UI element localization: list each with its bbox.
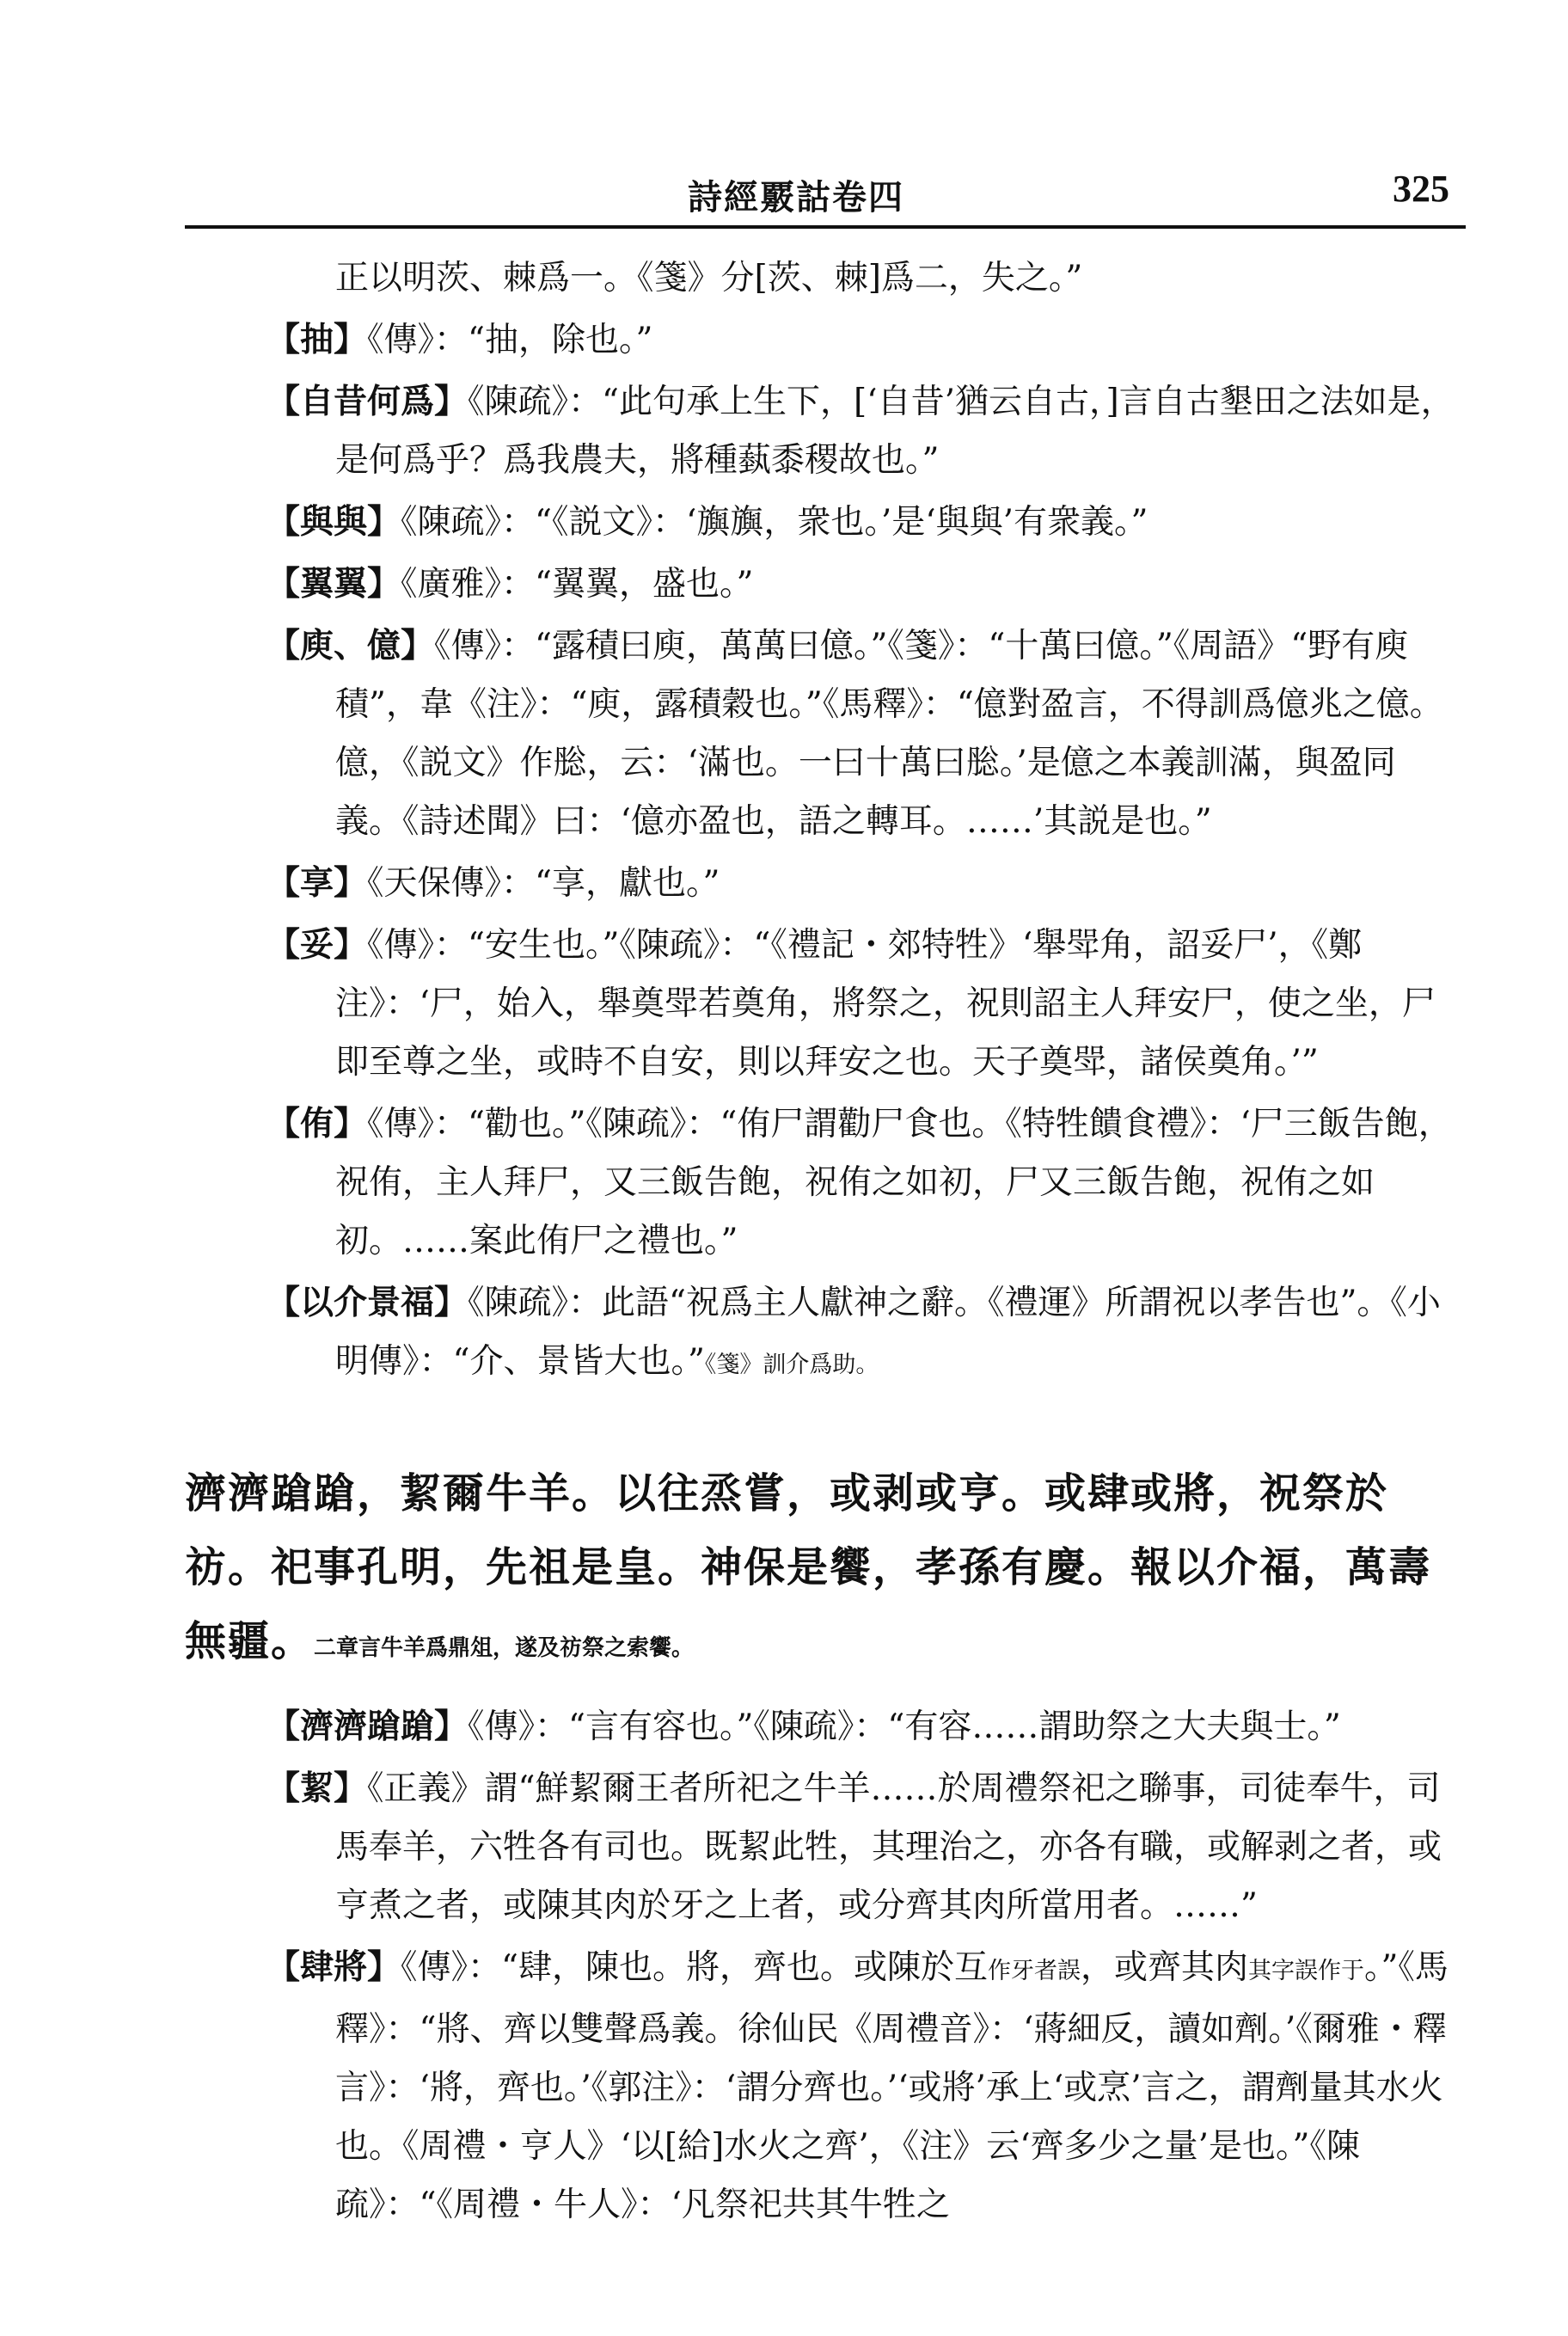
gloss-text: 《傳》：“言有容也。”《陳疏》：“有容……謂助祭之大夫與士。” bbox=[468, 1708, 1341, 1746]
header-rule bbox=[185, 225, 1466, 229]
gloss-entry bbox=[0, 616, 1568, 851]
gloss-term: 【侑】 bbox=[266, 1104, 368, 1143]
running-header bbox=[0, 155, 1568, 224]
gloss-term: 【庾、億】 bbox=[266, 626, 435, 665]
gloss-term: 【自昔何爲】 bbox=[266, 382, 469, 421]
gloss-note: 其字誤作于 bbox=[1247, 1958, 1364, 1984]
gloss-entry bbox=[0, 854, 1568, 913]
gloss-text: 《陳疏》：“《説文》：‘旟旟，衆也。’是‘與與’有衆義。” bbox=[401, 503, 1148, 542]
gloss-entry bbox=[0, 372, 1568, 490]
gloss-text: 。”《馬釋》：“將、齊以雙聲爲義。徐仙民《周禮音》：‘蔣細反，讀如劑。’《爾雅・釋言》：‘將，齊也。’《郭注》：‘謂分齊也。’‘或將’承上‘或烹’言之，謂劑量其水火也。《周禮・亨人》‘以[給]水火之齊’，《注》云‘齊多少之量’是也。”《陳疏》：“《周禮・牛人》：‘凡祭祀共其牛牲之 bbox=[335, 1948, 1449, 2224]
gloss-term: 【抽】 bbox=[266, 320, 368, 359]
gloss-term: 【肆將】 bbox=[266, 1947, 401, 1987]
page-body bbox=[0, 249, 1568, 2235]
gloss-text: 《傳》：“肆，陳也。將，齊也。或陳於互 bbox=[401, 1948, 988, 1987]
page-number: 325 bbox=[1393, 168, 1449, 210]
gloss-term: 【絜】 bbox=[266, 1769, 368, 1808]
gloss-text: 《傳》：“勸也。”《陳疏》：“侑尸謂勸尸食也。《特牲饋食禮》：‘尸三飯告飽，祝侑，主人拜尸，又三飯告飽，祝侑之如初，尸又三飯告飽，祝侑之如初。……案此侑尸之禮也。” bbox=[335, 1105, 1452, 1260]
gloss-text: 《傳》：“抽，除也。” bbox=[367, 321, 653, 359]
running-title: 詩經覈詁卷四 bbox=[688, 177, 904, 218]
verse-stanza bbox=[0, 1456, 1568, 1685]
gloss-text: 《正義》謂“鮮絜爾王者所祀之牛羊……於周禮祭祀之聯事，司徒奉牛，司馬奉羊，六牲各有司也。既絜此牲，其理治之，亦各有職，或解剥之者，或亨煮之者，或陳其肉於牙之上者，或分齊其肉所當用者。……” bbox=[335, 1769, 1442, 1925]
gloss-entry bbox=[0, 916, 1568, 1092]
gloss-term: 【翼翼】 bbox=[266, 564, 401, 604]
gloss-text: 《陳疏》：“此句承上生下，[‘自昔’猶云自古，]言自古墾田之法如是，是何爲乎？爲我農夫，將種蓺黍稷故也。” bbox=[335, 383, 1455, 480]
gloss-entry bbox=[0, 1094, 1568, 1271]
gloss-term: 【與與】 bbox=[266, 502, 401, 542]
gloss-entry bbox=[0, 1759, 1568, 1935]
gloss-entry bbox=[0, 1938, 1568, 2235]
gloss-entry bbox=[0, 310, 1568, 370]
verse-text: 濟濟蹌蹌，絜爾牛羊。以往烝嘗，或剥或亨。或肆或將，祝祭於祊。祀事孔明，先祖是皇。神保是饗，孝孫有慶。報以介福，萬壽無疆。 bbox=[185, 1469, 1432, 1665]
gloss-entry bbox=[0, 1697, 1568, 1757]
continuation-line: 正以明茨、棘爲一。《箋》分[茨、棘]爲二，失之。” bbox=[335, 259, 1083, 297]
gloss-text: 《廣雅》：“翼翼，盛也。” bbox=[401, 565, 754, 604]
verse-note: 二章言牛羊爲鼎俎，遂及祊祭之索饗。 bbox=[314, 1635, 695, 1661]
gloss-term: 【濟濟蹌蹌】 bbox=[266, 1707, 469, 1746]
gloss-term: 【妥】 bbox=[266, 925, 368, 965]
gloss-note: 《箋》訓介爲助。 bbox=[704, 1352, 879, 1378]
gloss-text: 《陳疏》：此語“祝爲主人獻神之辭。《禮運》所謂祝以孝告也”。《小明傳》：“介、景皆大也。” bbox=[335, 1284, 1441, 1381]
gloss-term: 【享】 bbox=[266, 863, 368, 903]
gloss-term: 【以介景福】 bbox=[266, 1283, 469, 1322]
gloss-entry bbox=[0, 493, 1568, 552]
gloss-note: 作牙者誤 bbox=[987, 1958, 1081, 1984]
gloss-entry bbox=[0, 1273, 1568, 1395]
gloss-text: 《天保傳》：“享，獻也。” bbox=[367, 864, 720, 903]
gloss-entry bbox=[0, 555, 1568, 614]
gloss-text: 《傳》：“露積曰庾，萬萬曰億。”《箋》：“十萬曰億。”《周語》“野有庾積”，韋《注》：“庾，露積穀也。”《馬釋》：“億對盈言，不得訓爲億兆之億。億，《説文》作㥖，云：‘滿也。一曰十萬曰㥖。’是億之本義訓滿，與盈同義。《詩述聞》曰：‘億亦盈也，語之轉耳。……’其説是也。” bbox=[335, 627, 1443, 841]
gloss-text: 《傳》：“安生也。”《陳疏》：“《禮記・郊特牲》‘舉斝角，詔妥尸’，《鄭注》：‘尸，始入，舉奠斝若奠角，將祭之，祝則詔主人拜安尸，使之坐，尸即至尊之坐，或時不自安，則以拜安之也。天子奠斝，諸侯奠角。’” bbox=[335, 926, 1436, 1082]
gloss-text: ，或齊其肉 bbox=[1080, 1948, 1248, 1987]
